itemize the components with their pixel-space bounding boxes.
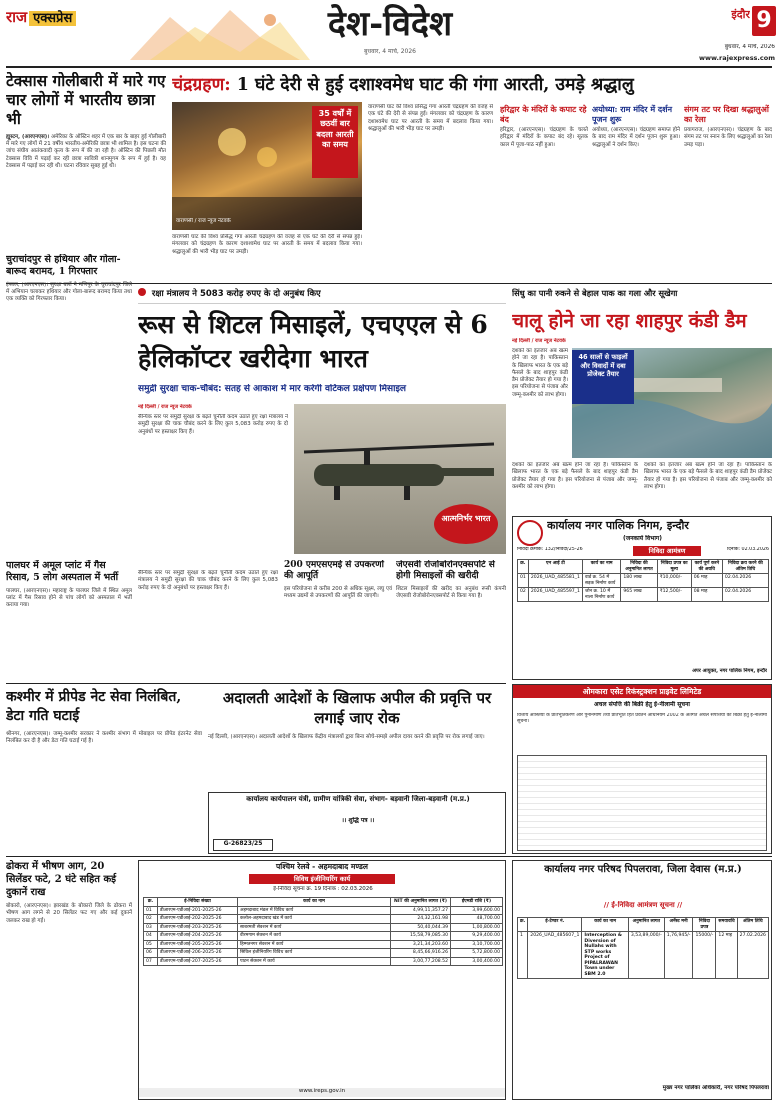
ayodhya-headline: अयोध्या: राम मंदिर में दर्शन पूजन शुरू: [592, 104, 673, 124]
table-cell: 06 माह: [691, 574, 722, 588]
flag-decoration: [120, 2, 310, 62]
table-cell: 01: [144, 906, 158, 915]
russia-byline: नई दिल्ली / राज न्यूज नेटवर्क: [138, 404, 192, 410]
russia-kicker: [138, 288, 506, 304]
dewas-col-head: निविदा प्रपत्र: [693, 918, 716, 932]
gramin-notice: [208, 792, 506, 854]
nigam-col-head: कार्य पूर्ण करने की अवधि: [691, 560, 722, 574]
churachandpur-headline: चुराचांदपुर से हथियार और गोला-बारूद बरामद, 1 गिरफ्तार: [6, 254, 121, 277]
table-cell: जोन क्र. 10 में नाला निर्माण कार्य: [582, 588, 620, 602]
table-row: [144, 957, 503, 966]
ayodhya-story: [592, 104, 680, 280]
table-cell: सिविल इंजीनियरिंग विविध कार्य: [238, 949, 391, 958]
kashmir-body: श्रीनगर, (आरएनएस)। जम्मू-कश्मीर सरकार ने कश्मीर संभाग में मोबाइल पर प्रीपेड इंटरनेट सेवा निलंबित कर दी है और डेटा गति घटाई गई है।: [6, 730, 202, 745]
table-cell: 1: [518, 932, 528, 979]
russia-story: [138, 288, 506, 680]
western-railway-notice: [138, 860, 506, 1100]
texas-headline: टेक्सास गोलीबारी में मारे गए चार लोगों में भारतीय छात्रा भी: [6, 72, 166, 128]
churachandpur-body: इंफाल, (आरएनएस)। सुरक्षा बलों ने मणिपुर के चुराचांदपुर जिले में अभियान चलाकर हथियार और गोला-बारूद बरामद किया तथा एक व्यक्ति को गिरफ्तार किया।: [6, 281, 132, 303]
russia-sub1-body: इस परियोजना से करीब 200 से अधिक सूक्ष्म, लघु एवं मध्यम उद्यमों से उपकरणों की आपूर्ति की जाएगी।: [284, 585, 392, 599]
table-cell: डीआरएम-एडीआई-201-2025-26: [158, 906, 238, 915]
chandra-headline: [172, 72, 772, 98]
nigam-col-head: निविदा की अनुमानित लागत: [621, 560, 657, 574]
nigam-logo: [517, 520, 543, 546]
table-row: [144, 923, 503, 932]
nigam-footer: अपर आयुक्त, नगर पालिक निगम, इन्दौर: [692, 668, 767, 674]
russia-sub2: [396, 560, 506, 678]
russia-sub2-body: शिटल मिसाइलों की खरीद का अनुबंध रूसी कंपनी जेएसवी रोजोबोरोनएक्सपोर्ट से किया गया है।: [396, 585, 506, 599]
table-row: [144, 906, 503, 915]
gramin-sub: ।। शुद्धि पत्र ।।: [341, 817, 375, 824]
haridwar-story: [500, 104, 588, 280]
russia-sub2-title: जेएसवी रोजोबोरोनएक्सपोर्ट से होगी मिसाइलों की खरीदी: [396, 560, 495, 582]
russia-sub1: [284, 560, 392, 678]
dewas-footer: मुख्य नगर पालिका अधिकारी, नगर परिषद पिपलरावा: [662, 1085, 769, 1091]
western-subtitle: विविध इंजीनियरिंग कार्य: [249, 874, 395, 884]
table-cell: डीआरएम-एडीआई-207-2025-26: [158, 957, 238, 966]
masthead-date-right: बुधवार, 4 मार्च, 2026: [724, 44, 775, 50]
western-table-wrap: [143, 897, 503, 1077]
omkara-subtitle: अचल संपत्ति की बिक्री हेतु ई-नीलामी सूचना: [594, 701, 690, 708]
table-cell: अहमदाबाद मंडल में विविध कार्य: [238, 906, 391, 915]
nigam-table-wrap: [517, 559, 769, 659]
kashmir-headline: कश्मीर में प्रीपेड नेट सेवा निलंबित, डेटा गति घटाई: [6, 689, 182, 724]
table-cell: 2026_UAD_485607_1: [528, 932, 582, 979]
table-cell: 02: [144, 915, 158, 924]
table-cell: 965 लाख: [621, 588, 657, 602]
table-cell: 12 माह: [716, 932, 737, 979]
sangam-body: प्रयागराज, (आरएनएस)। चंद्रग्रहण के बाद संगम तट पर स्नान के लिए श्रद्धालुओं का रेला उमड़ पड़ा।: [684, 127, 772, 148]
western-tender: ई-निविदा सूचना क्र. 19 दिनांक : 02.03.2026: [273, 886, 373, 892]
russia-headline: रूस से शिटल मिसाइलें, एचएएल से 6 हेलिकॉप्टर खरीदेगा भारत: [138, 310, 488, 373]
haridwar-headline: हरिद्वार के मंदिरों के कपाट रहे बंद: [500, 104, 587, 124]
chandra-photo-badge: 35 वर्षों में छठवीं बार बदला आरती का समय: [312, 106, 358, 178]
divider-2: [6, 683, 506, 684]
chandra-photo-caption: वाराणसी / राज न्यूज नेटवर्क: [176, 218, 231, 224]
ayodhya-body: अयोध्या, (आरएनएस)। चंद्रग्रहण समाप्त होने के बाद राम मंदिर में दर्शन पूजन शुरू हुआ। श्रद्धालुओं ने दर्शन किए।: [592, 127, 680, 148]
sindhu-byline: नई दिल्ली / राज न्यूज नेटवर्क: [512, 338, 566, 344]
texas-story: [6, 72, 166, 250]
table-cell: 27.02.2026: [737, 932, 768, 979]
russia-subtitle: समुद्री सुरक्षा चाक-चौबंद: सतह से आकाश में मार करेगी वर्टिकल प्रक्षेपण मिसाइल: [138, 384, 406, 394]
haridwar-body: हरिद्वार, (आरएनएस)। चंद्रग्रहण के चलते हरिद्वार में मंदिरों के कपाट बंद रहे। सूतक काल में पूजा-पाठ नहीं हुआ।: [500, 127, 588, 148]
table-cell: वीरमगाम सेक्शन में कार्य: [238, 932, 391, 941]
edition-name: इंदौर: [731, 8, 750, 21]
table-cell: 1,76,945/-: [664, 932, 693, 979]
section-title: देश-विदेश: [327, 4, 453, 44]
nigam-col-head: एन आई टी: [528, 560, 582, 574]
table-cell: कलोल-अहमदाबाद खंड में कार्य: [238, 915, 391, 924]
divider-3: [6, 856, 772, 857]
nigam-title: कार्यालय नगर पालिक निगम, इन्दौर: [547, 519, 689, 532]
masthead-rule: [6, 66, 772, 68]
masthead: [0, 0, 778, 68]
table-cell: 48,700.00: [451, 915, 503, 924]
table-row: [518, 574, 769, 588]
table-cell: 1,00,800.00: [451, 923, 503, 932]
table-cell: 08 माह: [691, 588, 722, 602]
table-row: [518, 932, 769, 979]
western-col-head: कार्य का नाम: [238, 898, 391, 907]
gramin-title: कार्यालय कार्यपालन यंत्री, ग्रामीण यांत्रिकी सेवा, संभाग- बड़वानी जिला-बड़वानी (म.प्र.): [246, 795, 470, 803]
table-row: [144, 940, 503, 949]
adalat-headline: अदालती आदेशों के खिलाफ अपील की प्रवृत्ति पर लगाई जाए रोक: [222, 689, 492, 728]
nagar-nigam-notice: [512, 516, 772, 680]
dewas-table-wrap: [517, 917, 769, 1037]
dhokra-body: बोकारो, (आरएनएस)। झारखंड के बोकारो जिले के ढोकरा में भीषण आग लगने से 20 सिलेंडर फट गए और कई दुकानें जलकर राख हो गईं।: [6, 903, 132, 924]
churachandpur-story: [6, 254, 132, 554]
table-cell: 3,53,89,000/-: [628, 932, 664, 979]
sindhu-headline: चालू होने जा रहा शाहपुर कंडी डैम: [512, 310, 747, 332]
dewas-col-head: अर्नेस्ट मनी: [664, 918, 693, 932]
palghar-body: पालघर, (आरएनएस)। महाराष्ट्र के पालघर जिले में स्थित अमूल प्लांट में गैस रिसाव होने से पांच लोगों को अस्पताल में भर्ती कराया गया।: [6, 587, 132, 609]
table-cell: 15,58,79,085.30: [391, 932, 451, 941]
table-cell: ₹12,500/-: [657, 588, 691, 602]
table-cell: डीआरएम-एडीआई-205-2025-26: [158, 940, 238, 949]
brand-left: राज: [6, 8, 28, 26]
western-col-head: क्र.: [144, 898, 158, 907]
table-cell: डीआरएम-एडीआई-202-2025-26: [158, 915, 238, 924]
dewas-col-head: क्र.: [518, 918, 528, 932]
dewas-col-head: ई-टेण्डर नं.: [528, 918, 582, 932]
table-row: [144, 932, 503, 941]
sindhu-story: [512, 288, 772, 514]
dewas-col-head: अनुमानित लागत: [628, 918, 664, 932]
table-cell: 02: [518, 588, 529, 602]
site-url: www.rajexpress.com: [698, 54, 775, 62]
table-cell: साबरमती सेक्शन में कार्य: [238, 923, 391, 932]
kashmir-story: [6, 688, 202, 848]
russia-sub1-title: 200 एमएसएमई से उपकरणों की आपूर्ति: [284, 560, 384, 582]
palghar-story: [6, 560, 132, 680]
table-cell: 5,72,800.00: [451, 949, 503, 958]
chandra-kicker: चंद्रग्रहण:: [172, 75, 231, 95]
texas-dateline: ह्यूस्टन, (आरएनएस)।: [6, 133, 50, 140]
table-cell: डीआरएम-एडीआई-204-2025-26: [158, 932, 238, 941]
western-col-head: ईएमडी राशि (₹): [451, 898, 503, 907]
dewas-col-head: समयावधि: [716, 918, 737, 932]
sangam-headline: संगम तट पर दिखा श्रद्धालुओं का रेला: [684, 104, 769, 124]
nigam-notice-no: निविदा क्रमांक: 132/निविदा/25-26: [517, 547, 583, 552]
table-cell: 8,45,66,916.26: [391, 949, 451, 958]
table-cell: ₹10,000/-: [657, 574, 691, 588]
omkara-notice: [512, 684, 772, 854]
nigam-subtitle: (जनकार्य विभाग): [623, 535, 663, 542]
table-cell: पाटन सेक्शन में कार्य: [238, 957, 391, 966]
russia-kicker-dot: [138, 288, 146, 296]
nigam-col-head: क्र.: [518, 560, 529, 574]
adalat-story: [208, 688, 506, 788]
omkara-table-lines: [517, 755, 767, 851]
table-cell: 02.04.2026: [722, 574, 768, 588]
table-cell: 02.04.2026: [722, 588, 768, 602]
nigam-col-head: निविदा प्रपत्र का मूल्य: [657, 560, 691, 574]
sindhu-kicker: सिंधु का पानी रुकने से बेहाल पाक का गला और सूखेगा: [512, 288, 678, 298]
gramin-ref: G-26823/25: [213, 839, 273, 851]
dewas-title: कार्यालय नगर परिषद पिपलरावा, जिला देवास (म.प्र.): [544, 864, 742, 875]
dewas-table: [517, 917, 769, 979]
table-cell: 24,32,161.98: [391, 915, 451, 924]
table-cell: 4,99,11,357.27: [391, 906, 451, 915]
dewas-col-head: कार्य का नाम: [582, 918, 628, 932]
table-cell: Interception & Diversion of Nullahs with STP works Project of PIPALRAWAN Town under SBM 2.0: [582, 932, 628, 979]
table-cell: हिम्मतनगर सेक्शन में कार्य: [238, 940, 391, 949]
dewas-table-header: [518, 918, 769, 932]
dewas-notice: [512, 860, 772, 1100]
table-cell: 3,99,600.00: [451, 906, 503, 915]
western-title: पश्चिम रेलवे - अहमदाबाद मण्डल: [276, 862, 368, 871]
table-cell: 3,00,400.00: [451, 957, 503, 966]
omkara-title: ओमकारा एसेट रिकंस्ट्रक्शन प्राइवेट लिमिटेड: [513, 685, 771, 698]
dhokra-story: [6, 860, 132, 1100]
helicopter-photo: [294, 404, 506, 554]
sindhu-body-2: दशकों का इंतजार अब खत्म होने जा रहा है। पाकिस्तान के खिलाफ भारत के एक बड़े फैसले के बाद शाहपुर कंडी डैम प्रोजेक्ट तैयार हो गया है। इस परियोजना से पंजाब और जम्मू-कश्मीर को लाभ होगा।: [512, 462, 638, 490]
table-cell: 15000/-: [693, 932, 716, 979]
russia-kicker-text: रक्षा मंत्रालय ने 5083 करोड़ रुपए के दो अनुबंध किए: [151, 289, 321, 299]
dhokra-headline: ढोकरा में भीषण आग, 20 सिलेंडर फटे, 2 घंटे सहित कई दुकानें राख: [6, 861, 117, 898]
western-footer: www.ireps.gov.in: [139, 1088, 505, 1097]
table-cell: 01: [518, 574, 529, 588]
russia-body-cont: सैन्यिक स्तर पर समुद्री सुरक्षा के बढ़ते चुनौती कदम उठाते हुए रक्षा मंत्रालय ने समुद्री सुरक्षा की चाक चौबंद करने के लिए कुल 5,083 करोड़ रुपए के दो अनुबंधों पर हस्ताक्षर किए हैं।: [138, 570, 278, 591]
nigam-col-head: निविदा क्रय करने की अंतिम तिथि: [722, 560, 768, 574]
nigam-date: दिनांक: 02.03.2026: [727, 547, 769, 552]
table-cell: 180 लाख: [621, 574, 657, 588]
table-cell: 3,00,77,208.52: [391, 957, 451, 966]
date-line: बुधवार, 4 मार्च, 2026: [363, 48, 417, 55]
nigam-notice-title: निविदा आमंत्रण: [633, 546, 701, 556]
omkara-body: वित्तीय आस्तियों के प्रतिभूतिकरण और पुनर्निर्माण तथा प्रतिभूति हित प्रवर्तन अधिनियम 2002 के अंतर्गत अचल संपत्तियों की बिक्री हेतु ई-नीलामी सूचना।: [517, 713, 767, 725]
chandra-story: [172, 72, 772, 282]
dewas-col-head: अंतिम तिथि: [737, 918, 768, 932]
page-number: 9: [752, 6, 776, 36]
chandra-photo: [172, 102, 362, 230]
aatmanirbhar-badge: आत्मनिर्भर भारत: [434, 504, 498, 544]
table-cell: 9,29,400.00: [451, 932, 503, 941]
table-cell: 06: [144, 949, 158, 958]
table-cell: डीआरएम-एडीआई-206-2025-26: [158, 949, 238, 958]
brand-right: एक्सप्रेस: [29, 11, 76, 26]
table-cell: डीआरएम-एडीआई-203-2025-26: [158, 923, 238, 932]
table-cell: 2026_UAD_485597_1: [528, 588, 582, 602]
table-cell: वार्ड क्र. 54 में सड़क निर्माण कार्य: [582, 574, 620, 588]
palghar-headline: पालघर में अमूल प्लांट में गैस रिसाव, 5 लोग अस्पताल में भर्ती: [6, 560, 119, 583]
western-table-header: [144, 898, 503, 907]
dewas-tender-title: // ई-निविदा आमंत्रण सूचना //: [603, 901, 683, 909]
chandra-body-col2: वाराणसी घाट की विश्व प्रसिद्ध गंगा आरती चंद्रग्रहण की वजह से एक घंटे की देरी से संपन्न हुई। मंगलवार को चंद्रग्रहण के कारण दशाश्वमेध घाट पर आरती के समय में बदलाव किया गया। श्रद्धालुओं की भारी भीड़ घाट पर उमड़ी।: [368, 104, 493, 132]
nigam-table-header: [518, 560, 769, 574]
nigam-table: [517, 559, 769, 602]
chandra-body: वाराणसी घाट की विश्व प्रसिद्ध गंगा आरती चंद्रग्रहण की वजह से एक घंटे की देरी से संपन्न हुई। मंगलवार को चंद्रग्रहण के कारण दशाश्वमेध घाट पर आरती के समय में बदलाव किया गया। श्रद्धालुओं की भारी भीड़ घाट पर उमड़ी।: [172, 234, 362, 255]
table-cell: 04: [144, 932, 158, 941]
sindhu-body: दशकों का इंतजार अब खत्म होने जा रहा है। पाकिस्तान के खिलाफ भारत के एक बड़े फैसले के बाद शाहपुर कंडी डैम प्रोजेक्ट तैयार हो गया है। इस परियोजना से पंजाब और जम्मू-कश्मीर को लाभ होगा।: [512, 348, 568, 398]
table-row: [518, 588, 769, 602]
nigam-col-head: कार्य का नाम: [582, 560, 620, 574]
sindhu-body-3: दशकों का इंतजार अब खत्म होने जा रहा है। पाकिस्तान के खिलाफ भारत के एक बड़े फैसले के बाद शाहपुर कंडी डैम प्रोजेक्ट तैयार हो गया है। इस परियोजना से पंजाब और जम्मू-कश्मीर को लाभ होगा।: [644, 462, 772, 490]
table-cell: 05: [144, 940, 158, 949]
sangam-story: [684, 104, 772, 280]
adalat-body: नई दिल्ली, (आरएनएस)। अदालती आदेशों के खिलाफ केंद्रीय मंत्रालयों द्वारा बिना सोचे-समझे अपील दायर करने की प्रवृत्ति पर रोक लगाई जाए।: [208, 733, 485, 740]
table-cell: 50,40,044.39: [391, 923, 451, 932]
russia-body: सैन्यिक स्तर पर समुद्री सुरक्षा के बढ़ते चुनौती कदम उठाते हुए रक्षा मंत्रालय ने समुद्री सुरक्षा की चाक चौबंद करने के लिए कुल 5,083 करोड़ रुपए के दो अनुबंधों पर हस्ताक्षर किए हैं।: [138, 414, 288, 435]
table-cell: 07: [144, 957, 158, 966]
table-cell: 2026_UAD_485581_1: [528, 574, 582, 588]
chandra-title: 1 घंटे देरी से हुई दशाश्वमेध घाट की गंगा आरती, उमड़े श्रद्धालु: [236, 75, 634, 95]
texas-body: अमेरिका के ऑस्टिन शहर में एक बार के बाहर हुई गोलीबारी में मारे गए लोगों में 21 वर्षीय भारतीय-अमेरिकी छात्रा भी शामिल है। इस घटना की जांच संघीय आतंकवादी कृत्य के रूप में की जा रही है। ऑस्टिन की पिछली मौत टेक्सास विवि में पढ़ाई कर रही छात्रा सावित्री शानमुगम के रूप में हुई है। वह टेक्सास में पढ़ाई कर रही थी। घटना रविवार सुबह हुई थी।: [6, 133, 166, 169]
table-row: [144, 915, 503, 924]
table-row: [144, 949, 503, 958]
table-cell: 3,10,700.00: [451, 940, 503, 949]
table-cell: 3,21,34,203.60: [391, 940, 451, 949]
western-table: [143, 897, 503, 966]
table-cell: 03: [144, 923, 158, 932]
sindhu-badge: 46 सालों से फाइलों और विवादों में दबा प्रोजेक्ट तैयार: [572, 350, 634, 404]
western-col-head: ई-निविदा संख्या: [158, 898, 238, 907]
western-col-head: NIT की अनुमानित लागत (₹): [391, 898, 451, 907]
